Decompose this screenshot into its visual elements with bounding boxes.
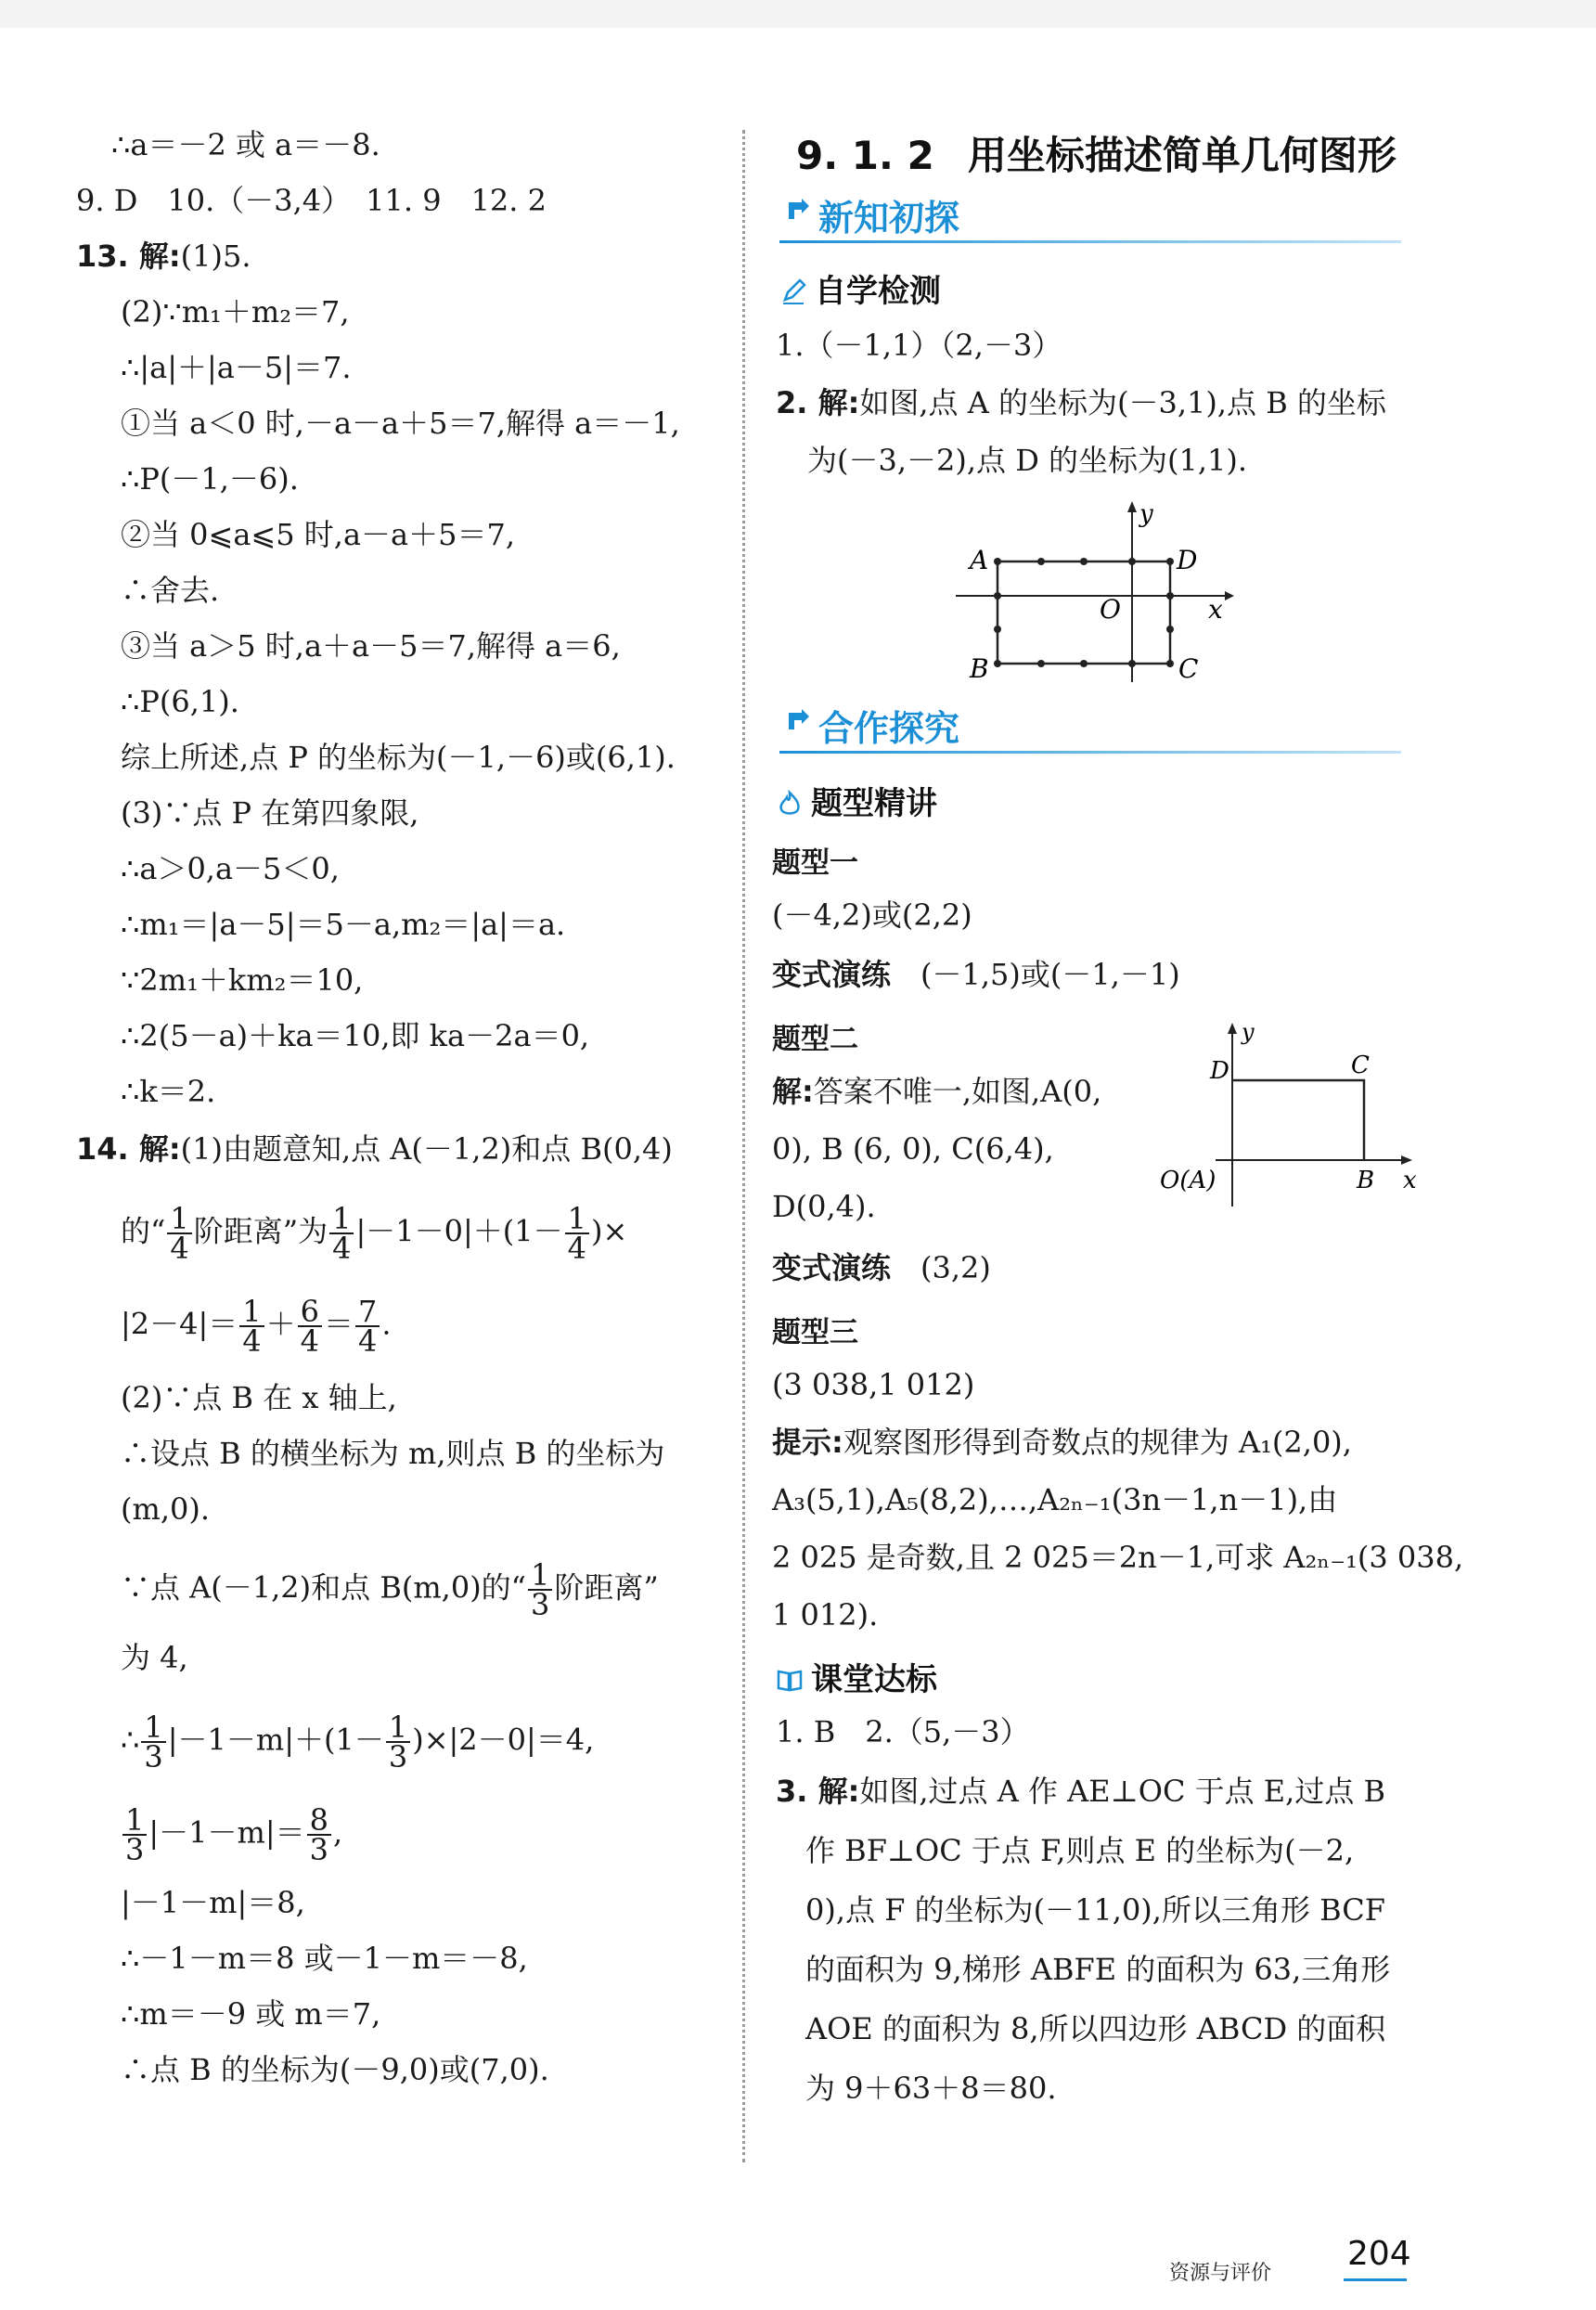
type-two-sol-label: 解: (772, 1074, 814, 1109)
page-number-underline (1344, 2278, 1407, 2281)
type-two-sol-text-1: 答案不唯一,如图,A(0, (813, 1074, 1102, 1109)
q13-text: (1)5. (180, 239, 251, 274)
q14-l4-a: ∵点 A(－1,2)和点 B(m,0)的“ (121, 1569, 527, 1606)
band-cooperation (779, 696, 1401, 754)
q14-line (76, 1130, 673, 1168)
band-cooperation-title: 合作探究 (818, 708, 960, 749)
q14-line3 (121, 1294, 392, 1359)
q14-line6 (121, 1802, 343, 1867)
left-line-16: ∴k＝2. (121, 1074, 216, 1109)
left-line-17: (2)∵点 B 在 x 轴上, (121, 1380, 397, 1415)
flame-icon (776, 790, 804, 818)
left-line-15: ∴2(5－a)＋ka＝10,即 ka－2a＝0, (121, 1018, 590, 1053)
q14-l5-a: ∴ (121, 1722, 140, 1758)
class-q3-line-3: 0),点 F 的坐标为(－11,0),所以三角形 BCF (805, 1892, 1385, 1928)
left-line-11: (3)∵点 P 在第四象限, (121, 795, 419, 831)
fig1-label-B: B (970, 653, 989, 684)
left-line-9: ∴P(6,1). (121, 684, 239, 719)
q14-l3-c: ＝ (324, 1306, 354, 1342)
r2-line (776, 384, 1386, 421)
section-number: 9. 1. 2 (796, 133, 934, 178)
left-line-6: ②当 0⩽a⩽5 时,a－a＋5＝7, (121, 517, 515, 552)
q14-l2-b: 阶距离”为 (193, 1213, 328, 1249)
class-q3-line-1 (776, 1773, 1385, 1810)
footer-note: 资源与评价 (1169, 2262, 1272, 2285)
q14-line4 (121, 1557, 659, 1622)
left-line-22: ∴－1－m＝8 或－1－m＝－8, (121, 1941, 528, 1976)
q14-l2-a: 的“ (121, 1213, 166, 1249)
pencil-icon (779, 277, 807, 305)
column-divider (742, 130, 745, 2162)
left-line-4: ①当 a＜0 时,－a－a＋5＝7,解得 a＝－1, (121, 406, 680, 441)
left-line-18: ∴设点 B 的横坐标为 m,则点 B 的坐标为 (121, 1436, 665, 1471)
type-two-sol-3: D(0,4). (772, 1189, 876, 1224)
q14-l5-c: )×|2－0|＝4, (412, 1722, 595, 1758)
fig1-label-D: D (1177, 545, 1198, 575)
left-line-7: ∴舍去. (121, 573, 220, 608)
q13-line (76, 238, 251, 275)
q14-l6-b: , (333, 1814, 343, 1851)
fraction-1-4-c: $\frac{1}{4}$ (565, 1205, 589, 1262)
left-line-8: ③当 a＞5 时,a＋a－5＝7,解得 a＝6, (121, 628, 621, 664)
fig2-label-B: B (1357, 1167, 1375, 1194)
r2-text: 如图,点 A 的坐标为(－3,1),点 B 的坐标 (859, 385, 1386, 420)
fig2-label-C: C (1351, 1052, 1370, 1079)
left-line-3: ∴|a|＋|a－5|＝7. (121, 350, 352, 385)
hint-line-4: 1 012). (772, 1597, 879, 1632)
type-one-label: 题型一 (772, 846, 858, 880)
band-underline (779, 240, 1401, 243)
page-number: 204 (1347, 2235, 1411, 2273)
band-new-knowledge (779, 186, 1401, 243)
hint-line-3: 2 025 是奇数,且 2 025＝2n－1,可求 A₂ₙ₋₁(3 038, (772, 1540, 1464, 1575)
class-q3-label: 3. 解: (776, 1774, 860, 1809)
left-line-13: ∴m₁＝|a－5|＝5－a,m₂＝|a|＝a. (121, 907, 566, 942)
left-line-21: |－1－m|＝8, (121, 1885, 305, 1920)
r2-line2: 为(－3,－2),点 D 的坐标为(1,1). (807, 443, 1248, 478)
fig2-y-arrow (1228, 1023, 1237, 1034)
fig1-rectangle (998, 561, 1170, 664)
variant-one-answer: (－1,5)或(－1,－1) (920, 957, 1180, 992)
fraction-1-3-c: $\frac{1}{3}$ (386, 1713, 410, 1771)
fig1-label-A: A (970, 545, 989, 575)
fig1-label-O: O (1100, 594, 1121, 625)
section-heading: 用坐标描述简单几何图形 (967, 133, 1396, 178)
band-new-knowledge-title: 新知初探 (818, 198, 960, 239)
q14-l3-a: |2－4|＝ (121, 1306, 238, 1342)
band-arrow-icon-2 (785, 707, 811, 733)
left-line-5: ∴P(－1,－6). (121, 461, 299, 497)
top-margin-band (0, 0, 1596, 28)
hint-label: 提示: (772, 1425, 843, 1460)
fraction-1-4: $\frac{1}{4}$ (167, 1205, 191, 1262)
q14-line5 (121, 1710, 595, 1774)
fraction-1-3: $\frac{1}{3}$ (528, 1561, 552, 1619)
left-line-24: ∴点 B 的坐标为(－9,0)或(7,0). (121, 2052, 549, 2087)
class-q3-text-1: 如图,过点 A 作 AE⊥OC 于点 E,过点 B (859, 1774, 1386, 1809)
type-three-answer: (3 038,1 012) (772, 1367, 975, 1402)
fraction-1-4-b: $\frac{1}{4}$ (329, 1205, 354, 1262)
fraction-7-4: $\frac{7}{4}$ (355, 1297, 380, 1355)
q14-l5-b: |－1－m|＋(1－ (167, 1722, 384, 1758)
left-line-0: ∴a＝－2 或 a＝－8. (111, 127, 380, 162)
sub-class-standard-title: 课堂达标 (811, 1661, 937, 1698)
book-icon (776, 1666, 804, 1694)
fig2-label-OA: O(A) (1160, 1167, 1216, 1194)
left-line-14: ∵2m₁＋km₂＝10, (121, 962, 364, 998)
fig1-x-arrow (1225, 591, 1234, 600)
sub-question-types-title: 题型精讲 (811, 785, 937, 822)
type-three-label: 题型三 (772, 1316, 858, 1349)
band-arrow-icon (785, 197, 811, 223)
left-line-23: ∴m＝－9 或 m＝7, (121, 1996, 381, 2032)
left-line-20: 为 4, (121, 1640, 188, 1675)
fig2-label-x: x (1403, 1167, 1417, 1194)
left-line-2: (2)∵m₁＋m₂＝7, (121, 294, 350, 329)
fraction-1-3-d: $\frac{1}{3}$ (122, 1806, 147, 1864)
fig2-label-D: D (1210, 1057, 1229, 1085)
type-one-answer: (－4,2)或(2,2) (772, 897, 972, 933)
r2-label: 2. 解: (776, 385, 860, 420)
variant-two-answer: (3,2) (920, 1250, 991, 1285)
hint-text-1: 观察图形得到奇数点的规律为 A₁(2,0), (843, 1425, 1352, 1460)
q14-l3-b: ＋ (265, 1306, 296, 1342)
fig1-label-x: x (1208, 594, 1223, 625)
sub-question-types (776, 778, 937, 823)
class-q3-line-5: AOE 的面积为 8,所以四边形 ABCD 的面积 (805, 2011, 1386, 2046)
section-title (796, 125, 1396, 181)
fraction-8-3: $\frac{8}{3}$ (307, 1806, 331, 1864)
type-two-sol-1 (772, 1073, 1101, 1110)
class-q3-line-2: 作 BF⊥OC 于点 F,则点 E 的坐标为(－2, (805, 1833, 1355, 1868)
fig2-x-arrow (1401, 1155, 1412, 1165)
hint-line-2: A₃(5,1),A₅(8,2),…,A₂ₙ₋₁(3n－1,n－1),由 (772, 1482, 1338, 1517)
figure-rectangle-axes (1160, 1021, 1420, 1216)
q14-label: 14. 解: (76, 1131, 181, 1167)
q14-l6-a: |－1－m|＝ (148, 1814, 305, 1851)
left-line-1: 9. D 10.（－3,4） 11. 9 12. 2 (76, 183, 547, 218)
left-line-12: ∴a＞0,a－5＜0, (121, 851, 340, 886)
sub-self-check-title: 自学检测 (815, 273, 941, 310)
q13-label: 13. 解: (76, 239, 181, 274)
class-q3-line-4: 的面积为 9,梯形 ABFE 的面积为 63,三角形 (805, 1952, 1391, 1987)
class-q3-line-6: 为 9＋63＋8＝80. (805, 2071, 1057, 2106)
figure-rectangle-grid (956, 501, 1234, 687)
variant-one-line (772, 956, 1180, 993)
fraction-1-4-d: $\frac{1}{4}$ (239, 1297, 264, 1355)
fraction-1-3-b: $\frac{1}{3}$ (141, 1713, 165, 1771)
variant-two-line (772, 1249, 991, 1286)
fig1-label-y: y (1139, 500, 1153, 528)
class-answers-1: 1. B 2.（5,－3） (776, 1714, 1030, 1749)
fraction-6-4: $\frac{6}{4}$ (298, 1297, 322, 1355)
sub-class-standard (776, 1654, 937, 1699)
fig2-label-y: y (1242, 1019, 1255, 1045)
fig1-y-arrow (1127, 501, 1137, 512)
q14-text: (1)由题意知,点 A(－1,2)和点 B(0,4) (180, 1131, 673, 1167)
type-two-label: 题型二 (772, 1023, 858, 1056)
q14-l2-c: |－1－0|＋(1－ (355, 1213, 563, 1249)
type-two-sol-2: 0), B (6, 0), C(6,4), (772, 1131, 1054, 1167)
fig2-rectangle (1232, 1080, 1364, 1160)
band-underline-2 (779, 751, 1401, 754)
q14-l4-b: 阶距离” (554, 1569, 659, 1606)
r1-line: 1.（－1,1）（2,－3） (776, 328, 1062, 363)
q14-l3-d: . (381, 1306, 392, 1342)
left-line-19: (m,0). (121, 1491, 211, 1527)
q14-line2 (121, 1201, 628, 1266)
hint-line-1 (772, 1424, 1352, 1461)
q14-l2-d: )× (590, 1213, 628, 1249)
sub-self-check (779, 265, 941, 311)
variant-one-label: 变式演练 (772, 957, 892, 992)
variant-two-label: 变式演练 (772, 1250, 892, 1285)
fig1-label-C: C (1178, 653, 1199, 684)
left-line-10: 综上所述,点 P 的坐标为(－1,－6)或(6,1). (121, 740, 676, 775)
